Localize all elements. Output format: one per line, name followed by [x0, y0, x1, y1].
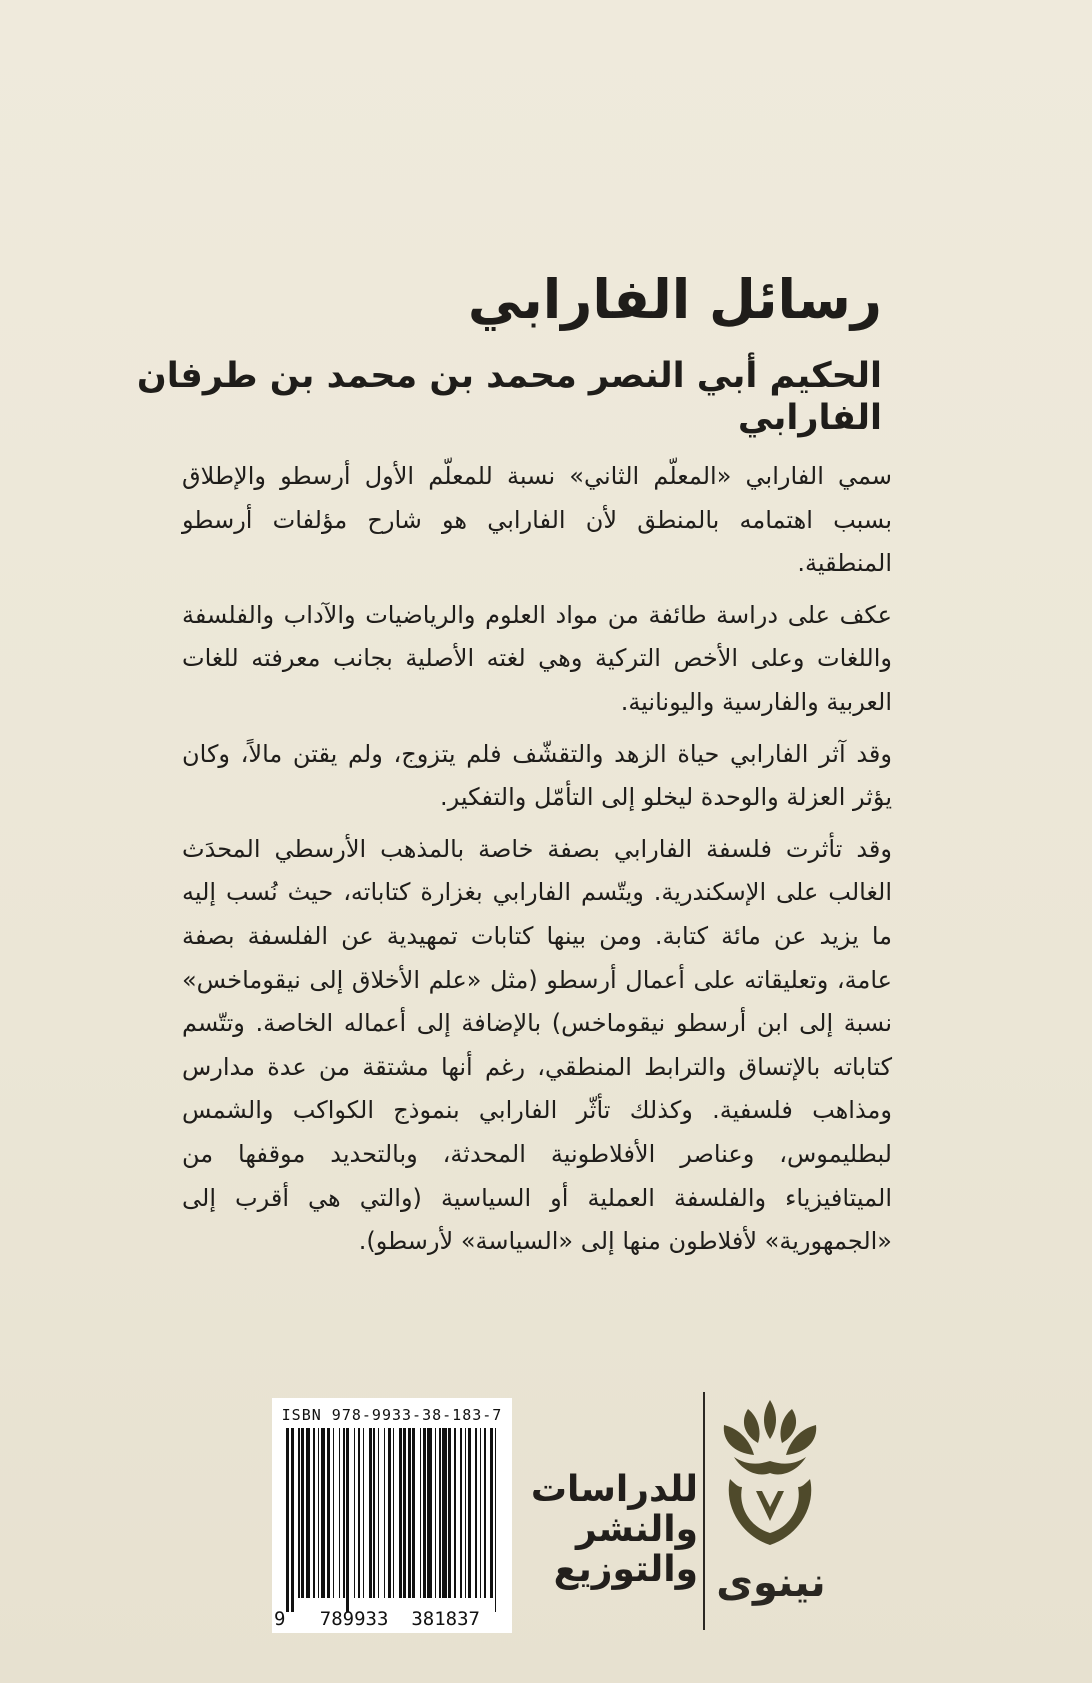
barcode-bar: [480, 1428, 482, 1598]
barcode-bar: [423, 1428, 426, 1598]
barcode-bar: [420, 1428, 422, 1598]
isbn-digits-left: 789933: [319, 1608, 389, 1630]
barcode-bar: [306, 1428, 311, 1598]
blurb-paragraph-4: وقد تأثرت فلسفة الفارابي بصفة خاصة بالمذهب الأرسطي المحدَث الغالب على الإسكندرية. ويتّسم الفارابي بغزارة كتاباته، حيث نُسب إليه ما يزيد عن مائة كتابة. ومن بينها كتابات تمهيدية عن الفلسفة بصفة عامة، وتعليقاته على أعمال أرسطو (مثل «علم الأخلاق إلى نيقوماخس» نسبة إلى ابن أرسطو نيقوماخس) بالإضافة إلى أعماله الخاصة. وتتّسم كتاباته بالإتساق والترابط المنطقي، رغم أنها مشتقة من عدة مدارس ومذاهب فلسفية. وكذلك تأثّر الفارابي بنموذج الكواكب والشمس لبطليموس، وعناصر الأفلاطونية المحدثة، وبالتحديد موقفها من الميتافيزياء والفلسفة العملية أو السياسية (والتي هي أقرب إلى «الجمهورية» لأفلاطون منها إلى «السياسة» لأرسطو).: [182, 834, 892, 1256]
barcode-bar: [358, 1428, 360, 1598]
barcode-bar: [369, 1428, 372, 1598]
barcode-bar: [354, 1428, 356, 1598]
barcode-bar: [318, 1428, 320, 1598]
author-name: الحكيم أبي النصر محمد بن محمد بن طرفان الفارابي: [136, 356, 882, 438]
barcode-bar: [399, 1428, 402, 1598]
isbn-label: ISBN 978-9933-38-183-7: [281, 1406, 503, 1424]
barcode-bar: [373, 1428, 375, 1598]
publisher-logo-word: نينوى: [716, 1560, 826, 1606]
barcode-bar: [301, 1428, 304, 1598]
barcode-bar: [495, 1428, 497, 1612]
barcode-bar: [321, 1428, 326, 1598]
barcode-bar: [291, 1428, 294, 1612]
barcode-bar: [313, 1428, 315, 1598]
blurb-paragraph-2: عكف على دراسة طائفة من مواد العلوم والرياضيات والآداب والفلسفة واللغات وعلى الأخص التركية وهي لغته الأصلية بجانب معرفته للغات العربية والفارسية واليونانية.: [182, 600, 892, 716]
barcode-bar: [408, 1428, 411, 1598]
barcode-bar: [363, 1428, 365, 1598]
barcode-bar: [490, 1428, 493, 1598]
isbn-digits: [274, 1608, 510, 1630]
barcode-bar: [465, 1428, 467, 1598]
publisher-line-3: والتوزيع: [553, 1549, 698, 1590]
publisher-divider: [703, 1392, 705, 1630]
isbn-digits-right: 381837: [411, 1608, 480, 1630]
barcode-bar: [393, 1428, 395, 1598]
blurb-text: [182, 455, 892, 1272]
barcode-bar: [460, 1428, 462, 1598]
isbn-barcode: [272, 1398, 512, 1633]
barcode-bar: [403, 1428, 406, 1598]
blurb-paragraph-1: سمي الفارابي «المعلّم الثاني» نسبة للمعلّم الأول أرسطو والإطلاق بسبب اهتمامه بالمنطق لأن الفارابي هو شارح مؤلفات أرسطو المنطقية.: [182, 462, 892, 578]
barcode-bar: [468, 1428, 471, 1598]
barcode-bar: [298, 1428, 300, 1598]
barcode-bar: [384, 1428, 386, 1598]
barcode-bar: [286, 1428, 289, 1612]
barcode-bar: [448, 1428, 451, 1598]
barcode-bar: [442, 1428, 447, 1598]
barcode-bar: [454, 1428, 456, 1598]
barcode-bar: [439, 1428, 441, 1598]
barcode-bar: [412, 1428, 415, 1598]
barcode-bar: [484, 1428, 486, 1598]
book-title: رسائل الفارابي: [467, 268, 882, 331]
barcode-bar: [475, 1428, 477, 1598]
barcode-bar: [435, 1428, 437, 1598]
publisher-logo-icon: [710, 1395, 830, 1570]
barcode-bar: [343, 1428, 345, 1598]
barcode-bar: [346, 1428, 349, 1612]
publisher-line-1: للدراسات: [530, 1469, 698, 1510]
barcode-bar: [333, 1428, 335, 1598]
publisher-tagline: [530, 1469, 698, 1590]
barcode-bar: [327, 1428, 330, 1598]
barcode-bar: [388, 1428, 391, 1598]
barcode-bar: [339, 1428, 341, 1598]
publisher-line-2: والنشر: [576, 1509, 698, 1550]
barcode-bar: [427, 1428, 432, 1598]
barcode-bar: [378, 1428, 380, 1598]
isbn-digit-first: 9: [274, 1608, 286, 1630]
blurb-paragraph-3: وقد آثر الفارابي حياة الزهد والتقشّف فلم يتزوج، ولم يقتن مالاً، وكان يؤثر العزلة والوحدة ليخلو إلى التأمّل والتفكير.: [182, 739, 892, 812]
barcode-bars: [286, 1428, 498, 1598]
